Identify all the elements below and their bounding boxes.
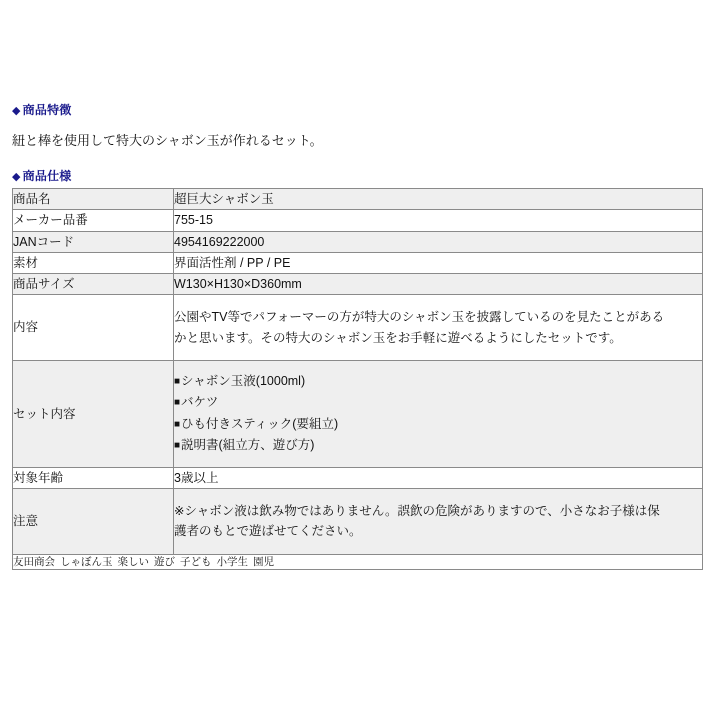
specs-heading-label: 商品仕様 — [22, 169, 72, 183]
value-line: 公園やTV等でパフォーマーの方が特大のシャボン玉を披露しているのを見たことがある — [174, 310, 665, 325]
row-label: JANコード — [13, 231, 174, 252]
features-heading — [12, 104, 71, 117]
row-label: 注意 — [13, 489, 174, 555]
list-item-label: シャボン玉液(1000ml) — [181, 373, 306, 388]
row-value: 界面活性剤 / PP / PE — [174, 252, 703, 273]
table-row — [13, 210, 703, 231]
list-item — [174, 414, 702, 436]
table-row — [13, 467, 703, 488]
list-item — [174, 371, 702, 393]
row-value — [174, 360, 703, 467]
row-label: 商品サイズ — [13, 274, 174, 295]
square-bullet-icon: ■ — [174, 375, 181, 387]
list-item-label: ひも付きスティック(要組立) — [181, 416, 339, 431]
tag-item: 友田商会 — [13, 555, 55, 568]
table-row — [13, 231, 703, 252]
value-line: 護者のもとで遊ばせてください。 — [174, 524, 362, 539]
value-line: かと思います。その特大のシャボン玉をお手軽に遊べるようにしたセットです。 — [174, 330, 622, 345]
table-row-tags — [13, 554, 703, 570]
table-row — [13, 295, 703, 361]
row-label: メーカー品番 — [13, 210, 174, 231]
row-label: 商品名 — [13, 189, 174, 210]
row-value: W130×H130×D360mm — [174, 274, 703, 295]
table-row — [13, 252, 703, 273]
value-line: ※シャボン液は飲み物ではありません。誤飲の危険がありますので、小さなお子様は保 — [174, 504, 660, 518]
table-row — [13, 274, 703, 295]
row-label: 内容 — [13, 295, 174, 361]
row-value — [174, 489, 703, 555]
row-value: 超巨大シャボン玉 — [174, 189, 703, 210]
features-heading-label: 商品特徴 — [22, 103, 72, 117]
tag-item: 小学生 — [216, 555, 248, 568]
tag-item: 子ども — [180, 555, 212, 568]
square-bullet-icon: ■ — [174, 397, 181, 409]
row-value: 4954169222000 — [174, 231, 703, 252]
row-label: 対象年齢 — [13, 467, 174, 488]
keyword-tags — [13, 554, 703, 570]
row-value — [174, 295, 703, 361]
list-item-label: 説明書(組立方、遊び方) — [181, 438, 315, 453]
row-value: 3歳以上 — [174, 467, 703, 488]
list-item — [174, 392, 702, 414]
set-contents-list — [174, 371, 702, 457]
row-label: セット内容 — [13, 360, 174, 467]
diamond-marker-icon: ◆ — [12, 171, 21, 183]
row-value: 755-15 — [174, 210, 703, 231]
table-row — [13, 189, 703, 210]
list-item-label: バケツ — [181, 395, 219, 410]
tag-item: しゃぼん玉 — [60, 555, 113, 568]
square-bullet-icon: ■ — [174, 440, 181, 452]
tag-item: 園児 — [253, 555, 274, 568]
table-row — [13, 489, 703, 555]
table-row — [13, 360, 703, 467]
tag-item: 遊び — [154, 555, 175, 568]
row-label: 素材 — [13, 252, 174, 273]
square-bullet-icon: ■ — [174, 418, 181, 430]
diamond-marker-icon: ◆ — [12, 105, 21, 117]
specs-heading — [12, 170, 71, 183]
specification-table — [12, 188, 703, 570]
list-item — [174, 435, 702, 457]
features-description: 紐と棒を使用して特大のシャボン玉が作れるセット。 — [12, 133, 323, 148]
tag-item: 楽しい — [117, 555, 149, 568]
